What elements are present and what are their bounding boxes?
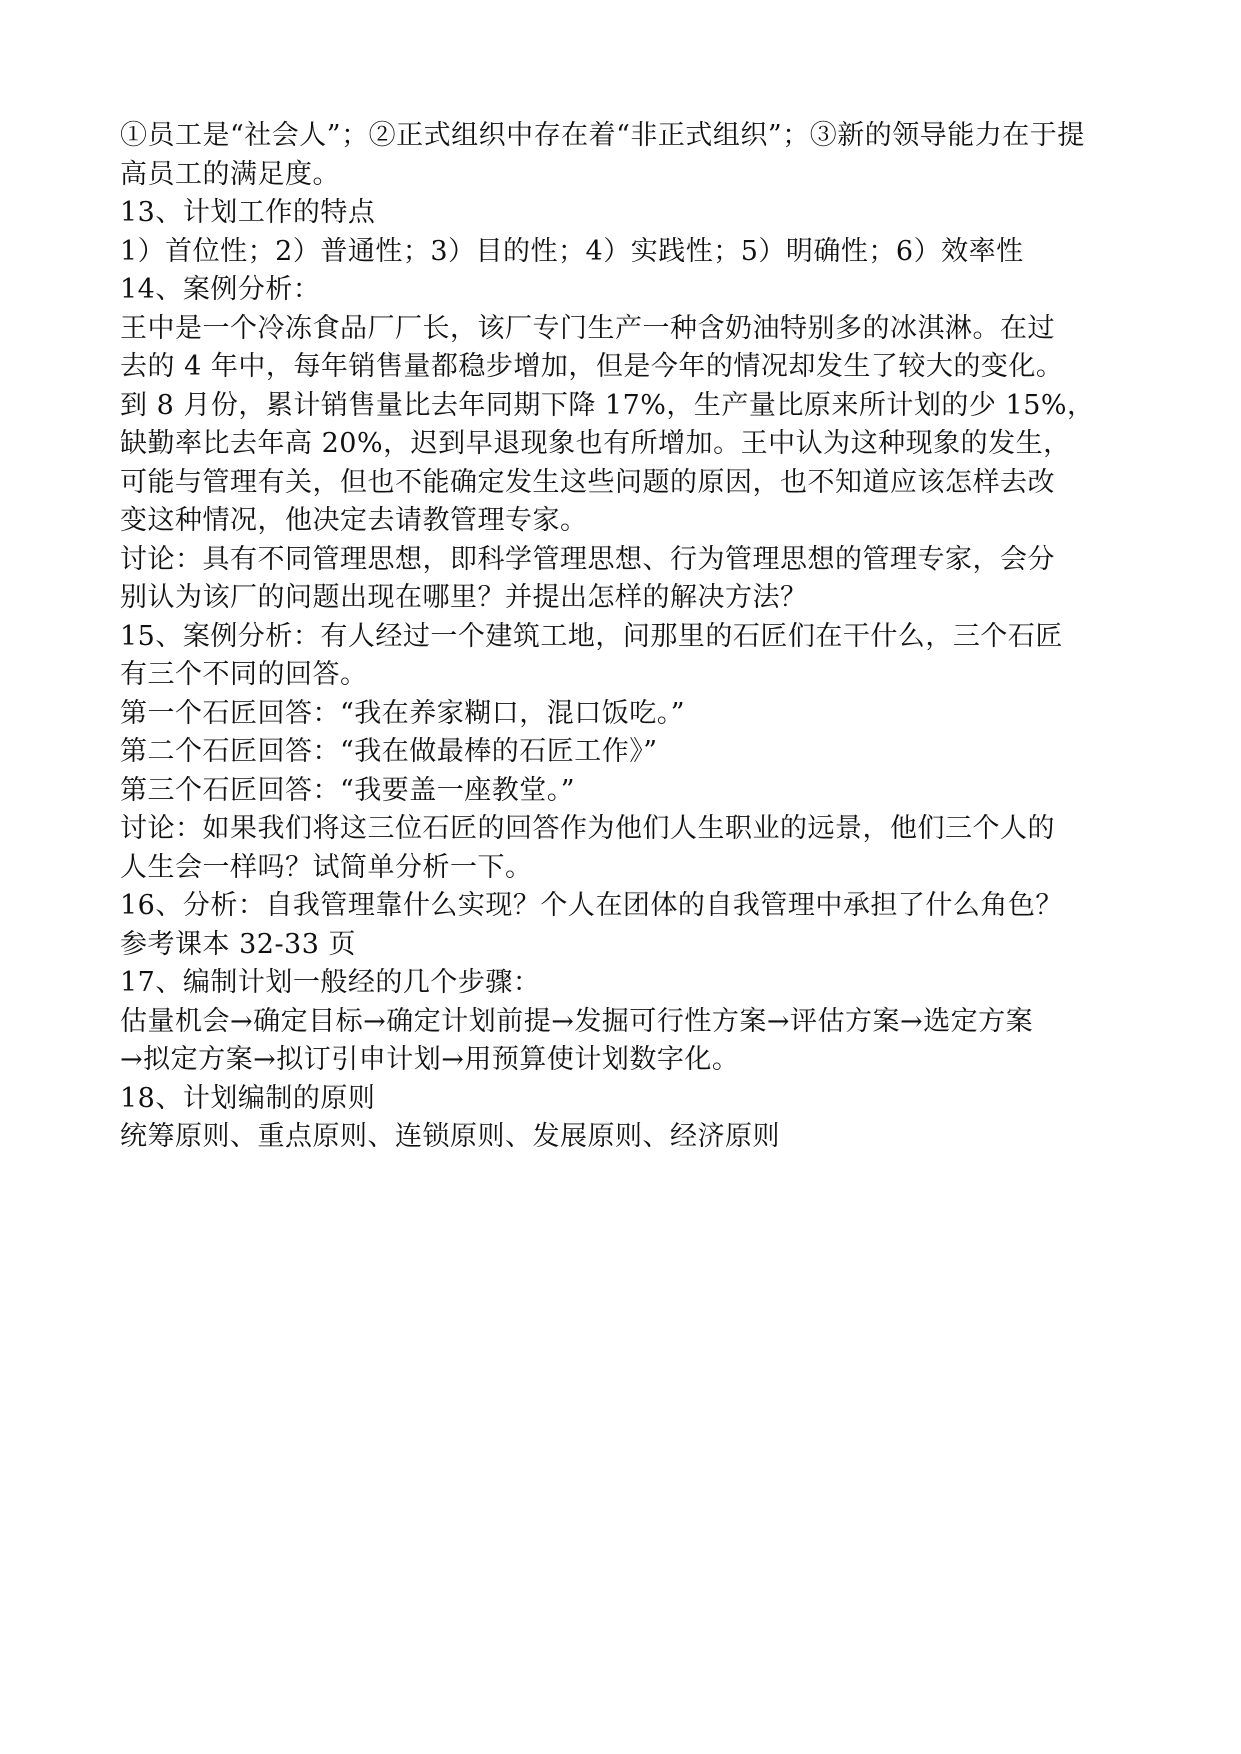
- text-line: 有三个不同的回答。: [120, 659, 368, 690]
- text-line: 第三个石匠回答：“我要盖一座教堂。”: [120, 774, 576, 806]
- text-line: 高员工的满足度。: [120, 158, 340, 190]
- text-line: 第一个石匠回答：“我在养家糊口，混口饭吃。”: [120, 697, 686, 729]
- text-line: 统筹原则、重点原则、连锁原则、发展原则、经济原则: [120, 1121, 780, 1152]
- text-line: 变这种情况，他决定去请教管理专家。: [120, 505, 588, 536]
- section-heading: 17、编制计划一般经的几个步骤：: [120, 967, 541, 998]
- text-line: 到 8 月份，累计销售量比去年同期下降 17%，生产量比原来所计划的少 15%，: [120, 389, 1095, 421]
- text-line: ①员工是“社会人”；②正式组织中存在着“非正式组织”；③新的领导能力在于提: [120, 120, 1085, 151]
- text-line: 王中是一个冷冻食品厂厂长，该厂专门生产一种含奶油特别多的冰淇淋。在过: [120, 312, 1055, 344]
- text-line: 去的 4 年中，每年销售量都稳步增加，但是今年的情况却发生了较大的变化。: [120, 351, 1064, 382]
- section-heading: 15、案例分析：有人经过一个建筑工地，问那里的石匠们在干什么，三个石匠: [120, 620, 1063, 652]
- section-heading: 14、案例分析：: [120, 274, 321, 305]
- section-heading: 18、计划编制的原则: [120, 1082, 376, 1114]
- section-heading: 16、分析：自我管理靠什么实现？个人在团体的自我管理中承担了什么角色？: [120, 890, 1063, 921]
- text-line: 可能与管理有关，但也不能确定发生这些问题的原因，也不知道应该怎样去改: [120, 466, 1055, 498]
- text-line: 讨论：如果我们将这三位石匠的回答作为他们人生职业的远景，他们三个人的: [120, 813, 1055, 844]
- text-line: 缺勤率比去年高 20%，迟到早退现象也有所增加。王中认为这种现象的发生，: [120, 428, 1071, 459]
- text-line: 别认为该厂的问题出现在哪里？并提出怎样的解决方法？: [120, 582, 808, 613]
- text-line: 1）首位性；2）普通性；3）目的性；4）实践性；5）明确性；6）效率性: [120, 235, 1024, 267]
- document-body: [120, 117, 1130, 1157]
- text-line: 讨论：具有不同管理思想，即科学管理思想、行为管理思想的管理专家，会分: [120, 543, 1055, 575]
- text-line: 第二个石匠回答：“我在做最棒的石匠工作》”: [120, 736, 658, 767]
- text-line: 估量机会→确定目标→确定计划前提→发掘可行性方案→评估方案→选定方案: [120, 1005, 1034, 1037]
- text-line: →拟定方案→拟订引申计划→用预算使计划数字化。: [120, 1044, 740, 1075]
- text-line: 人生会一样吗？试简单分析一下。: [120, 851, 533, 883]
- section-heading: 13、计划工作的特点: [120, 197, 376, 228]
- text-line: 参考课本 32-33 页: [120, 928, 357, 960]
